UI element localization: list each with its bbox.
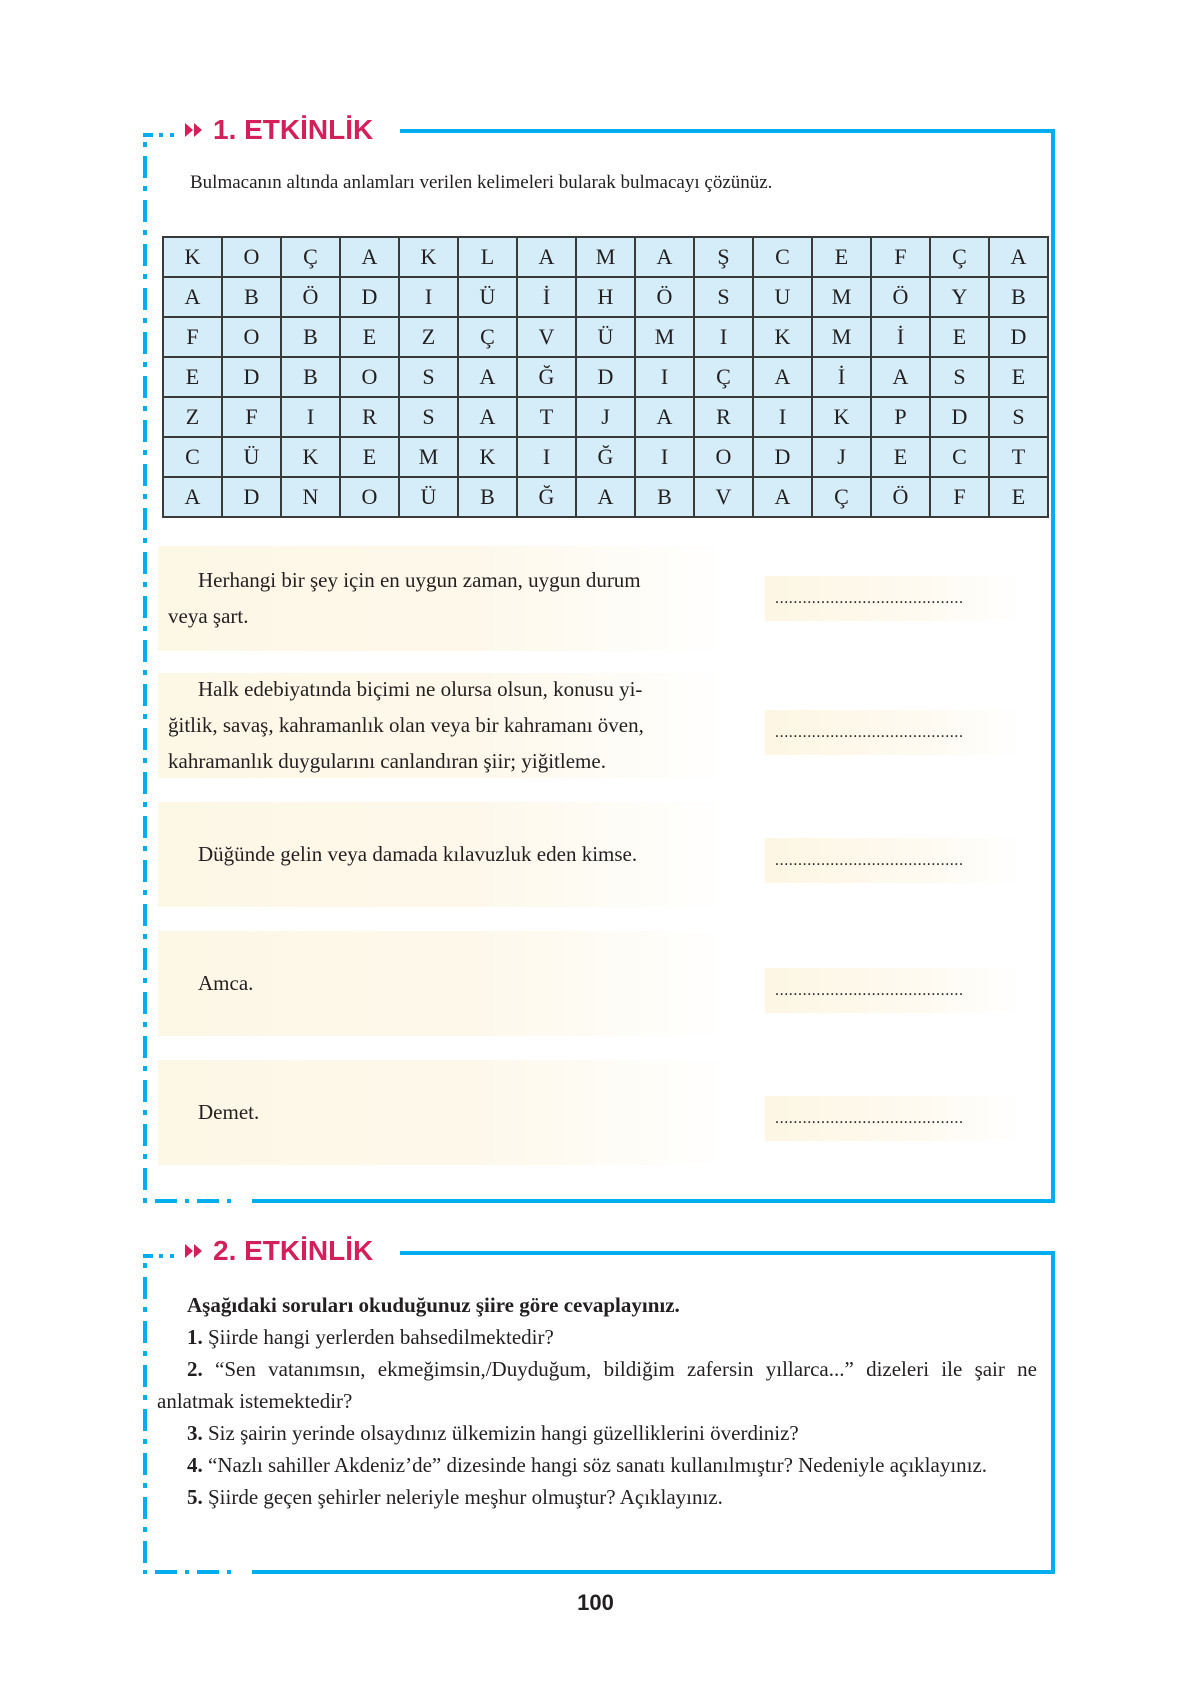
word-puzzle-grid [162,236,1049,518]
definition-box-5 [158,1060,728,1165]
frame-corner [143,1254,153,1258]
frame-dot [170,133,174,137]
frame-top-border [400,1251,1055,1255]
answer-field-5[interactable] [765,1096,1023,1141]
definition-line: veya şart. [168,604,249,628]
grid-cell[interactable]: N [281,477,340,517]
grid-cell[interactable]: A [871,357,930,397]
grid-cell[interactable]: B [281,357,340,397]
activity-1-title-text: 1. ETKİNLİK [213,114,374,145]
question-number: 3. [187,1421,203,1445]
grid-cell[interactable]: Ğ [517,477,576,517]
frame-right-border [1051,129,1055,1203]
grid-cell[interactable]: C [930,437,989,477]
definition-line: ğitlik, savaş, kahramanlık olan veya bir kahramanı öven, [168,713,644,737]
grid-cell[interactable]: J [812,437,871,477]
frame-right-border [1051,1251,1055,1574]
answer-field-3[interactable] [765,838,1023,883]
grid-cell[interactable]: Ö [871,277,930,317]
grid-cell[interactable]: O [694,437,753,477]
grid-cell[interactable]: S [930,357,989,397]
frame-dot [159,133,163,137]
grid-cell[interactable]: I [635,437,694,477]
grid-cell[interactable]: Ü [222,437,281,477]
grid-cell[interactable]: A [635,397,694,437]
grid-cell[interactable]: Ç [930,237,989,277]
grid-cell[interactable]: A [517,237,576,277]
answer-field-1[interactable] [765,576,1023,621]
grid-cell[interactable]: C [163,437,222,477]
question-text: Siz şairin yerinde olsaydınız ülkemizin hangi güzelliklerini överdiniz? [202,1421,799,1445]
question-text: “Nazlı sahiller Akdeniz’de” dizesinde hangi söz sanatı kullanılmıştır? Nedeniyle açıklayınız. [202,1453,988,1477]
question-2 [157,1353,1037,1417]
grid-cell[interactable]: D [930,397,989,437]
grid-cell[interactable]: E [871,437,930,477]
activity-1-title [185,115,373,145]
definition-box-3 [158,802,728,907]
grid-row [163,477,1048,517]
grid-cell[interactable]: O [222,317,281,357]
grid-cell[interactable]: K [753,317,812,357]
grid-cell[interactable]: S [694,277,753,317]
grid-cell[interactable]: M [635,317,694,357]
grid-cell[interactable]: D [222,477,281,517]
frame-dot [170,1254,174,1258]
answer-placeholder: ......................................... [775,724,964,741]
grid-cell[interactable]: Ç [458,317,517,357]
grid-cell[interactable]: H [576,277,635,317]
definition-box-2 [158,673,728,778]
grid-cell[interactable]: S [989,397,1048,437]
grid-cell[interactable]: I [399,277,458,317]
grid-cell[interactable]: Ö [281,277,340,317]
grid-cell[interactable]: Ö [871,477,930,517]
grid-cell[interactable]: V [517,317,576,357]
grid-row [163,357,1048,397]
grid-cell[interactable]: K [812,397,871,437]
grid-cell[interactable]: I [281,397,340,437]
grid-cell[interactable]: S [399,397,458,437]
grid-cell[interactable]: M [812,317,871,357]
answer-placeholder: ......................................... [775,1110,964,1127]
grid-cell[interactable]: E [163,357,222,397]
grid-cell[interactable]: I [753,397,812,437]
grid-cell[interactable]: V [694,477,753,517]
grid-cell[interactable]: D [753,437,812,477]
grid-cell[interactable]: F [222,397,281,437]
grid-cell[interactable]: E [812,237,871,277]
frame-top-border [400,129,1055,133]
definition-line: kahramanlık duygularını canlandıran şiir; yiğitleme. [168,749,606,773]
grid-cell[interactable]: C [753,237,812,277]
grid-cell[interactable]: E [989,357,1048,397]
frame-bottom-border [252,1199,1055,1203]
question-5 [157,1481,1037,1513]
definition-line: Demet. [198,1100,260,1124]
frame-corner [143,133,153,137]
page-number: 100 [577,1590,614,1615]
activity-2-title [185,1236,373,1266]
grid-cell[interactable]: Ğ [576,437,635,477]
grid-cell[interactable]: R [694,397,753,437]
frame-dot [159,1254,163,1258]
activity-2-instruction: Aşağıdaki soruları okuduğunuz şiire göre cevaplayınız. [187,1293,680,1317]
definition-line: Düğünde gelin veya damada kılavuzluk eden kimse. [198,842,638,866]
grid-cell[interactable]: D [222,357,281,397]
grid-cell[interactable]: I [517,437,576,477]
activity-2-questions [157,1289,1037,1513]
grid-cell[interactable]: E [989,477,1048,517]
grid-cell[interactable]: Ğ [517,357,576,397]
grid-cell[interactable]: F [163,317,222,357]
grid-cell[interactable]: Ç [281,237,340,277]
grid-cell[interactable]: S [399,357,458,397]
grid-cell[interactable]: B [281,317,340,357]
definition-line: Halk edebiyatında biçimi ne olursa olsun, konusu yi- [198,677,643,701]
grid-cell[interactable]: Ü [399,477,458,517]
grid-cell[interactable]: B [458,477,517,517]
grid-cell[interactable]: Z [163,397,222,437]
grid-cell[interactable]: J [576,397,635,437]
double-arrow-icon [185,1244,203,1258]
activity-2-title-text: 2. ETKİNLİK [213,1235,374,1266]
grid-cell[interactable]: L [458,237,517,277]
grid-cell[interactable]: A [458,357,517,397]
grid-cell[interactable]: F [930,477,989,517]
frame-bottom-dash [143,1199,243,1203]
question-number: 2. [187,1357,203,1381]
answer-placeholder: ......................................... [775,852,964,869]
grid-cell[interactable]: I [694,317,753,357]
grid-cell[interactable]: D [989,317,1048,357]
grid-cell[interactable]: B [635,477,694,517]
frame-left-border [143,142,147,1200]
question-number: 5. [187,1485,203,1509]
grid-cell[interactable]: İ [871,317,930,357]
grid-cell[interactable]: T [517,397,576,437]
grid-cell[interactable]: M [399,437,458,477]
grid-cell[interactable]: O [340,477,399,517]
frame-bottom-border [252,1570,1055,1574]
question-text: Şiirde hangi yerlerden bahsedilmektedir? [202,1325,554,1349]
definition-line: Herhangi bir şey için en uygun zaman, uygun durum [198,568,641,592]
answer-placeholder: ......................................... [775,982,964,999]
grid-cell[interactable]: O [222,237,281,277]
definition-box-4 [158,931,728,1036]
activity-1-instruction: Bulmacanın altında anlamları verilen kelimeleri bularak bulmacayı çözünüz. [190,172,773,193]
grid-cell[interactable]: K [281,437,340,477]
grid-cell[interactable]: A [340,237,399,277]
question-3 [157,1417,1037,1449]
grid-cell[interactable]: F [871,237,930,277]
grid-cell[interactable]: Y [930,277,989,317]
grid-cell[interactable]: E [930,317,989,357]
question-number: 4. [187,1453,203,1477]
grid-cell[interactable]: Ş [694,237,753,277]
grid-cell[interactable]: A [753,477,812,517]
grid-cell[interactable]: A [458,397,517,437]
grid-row [163,277,1048,317]
grid-cell[interactable]: A [163,477,222,517]
question-number: 1. [187,1325,203,1349]
grid-cell[interactable]: E [340,437,399,477]
grid-row [163,397,1048,437]
grid-cell[interactable]: I [635,357,694,397]
grid-cell[interactable]: A [576,477,635,517]
grid-row [163,317,1048,357]
grid-cell[interactable]: E [340,317,399,357]
grid-cell[interactable]: Ç [812,477,871,517]
grid-row [163,437,1048,477]
grid-cell[interactable]: Ü [576,317,635,357]
grid-cell[interactable]: A [635,237,694,277]
double-arrow-icon [185,123,203,137]
answer-placeholder: ......................................... [775,590,964,607]
frame-bottom-dash [143,1570,243,1574]
answer-field-4[interactable] [765,968,1023,1013]
grid-cell[interactable]: Ü [458,277,517,317]
question-1 [157,1321,1037,1353]
grid-cell[interactable]: M [576,237,635,277]
grid-row [163,237,1048,277]
grid-cell[interactable]: Ö [635,277,694,317]
grid-cell[interactable]: K [458,437,517,477]
grid-cell[interactable]: Ç [694,357,753,397]
grid-cell[interactable]: P [871,397,930,437]
grid-cell[interactable]: B [989,277,1048,317]
grid-cell[interactable]: A [163,277,222,317]
grid-cell[interactable]: İ [517,277,576,317]
grid-cell[interactable]: D [576,357,635,397]
grid-cell[interactable]: Z [399,317,458,357]
grid-cell[interactable]: R [340,397,399,437]
definition-line: Amca. [198,971,254,995]
question-text: Şiirde geçen şehirler neleriyle meşhur olmuştur? Açıklayınız. [202,1485,723,1509]
grid-cell[interactable]: A [753,357,812,397]
grid-cell[interactable]: D [340,277,399,317]
definition-box-1 [158,546,728,651]
grid-cell[interactable]: U [753,277,812,317]
grid-cell[interactable]: B [222,277,281,317]
grid-cell[interactable]: T [989,437,1048,477]
grid-cell[interactable]: K [163,237,222,277]
answer-field-2[interactable] [765,710,1023,755]
grid-cell[interactable]: K [399,237,458,277]
question-4 [157,1449,1037,1481]
grid-cell[interactable]: M [812,277,871,317]
grid-cell[interactable]: İ [812,357,871,397]
grid-cell[interactable]: O [340,357,399,397]
grid-cell[interactable]: A [989,237,1048,277]
frame-left-border [143,1263,147,1571]
question-text: “Sen vatanımsın, ekmeğimsin,/Duyduğum, bildiğim zafersin yıllarca...” dizeleri ile şair ne anlatmak istemektedir? [157,1357,1037,1413]
